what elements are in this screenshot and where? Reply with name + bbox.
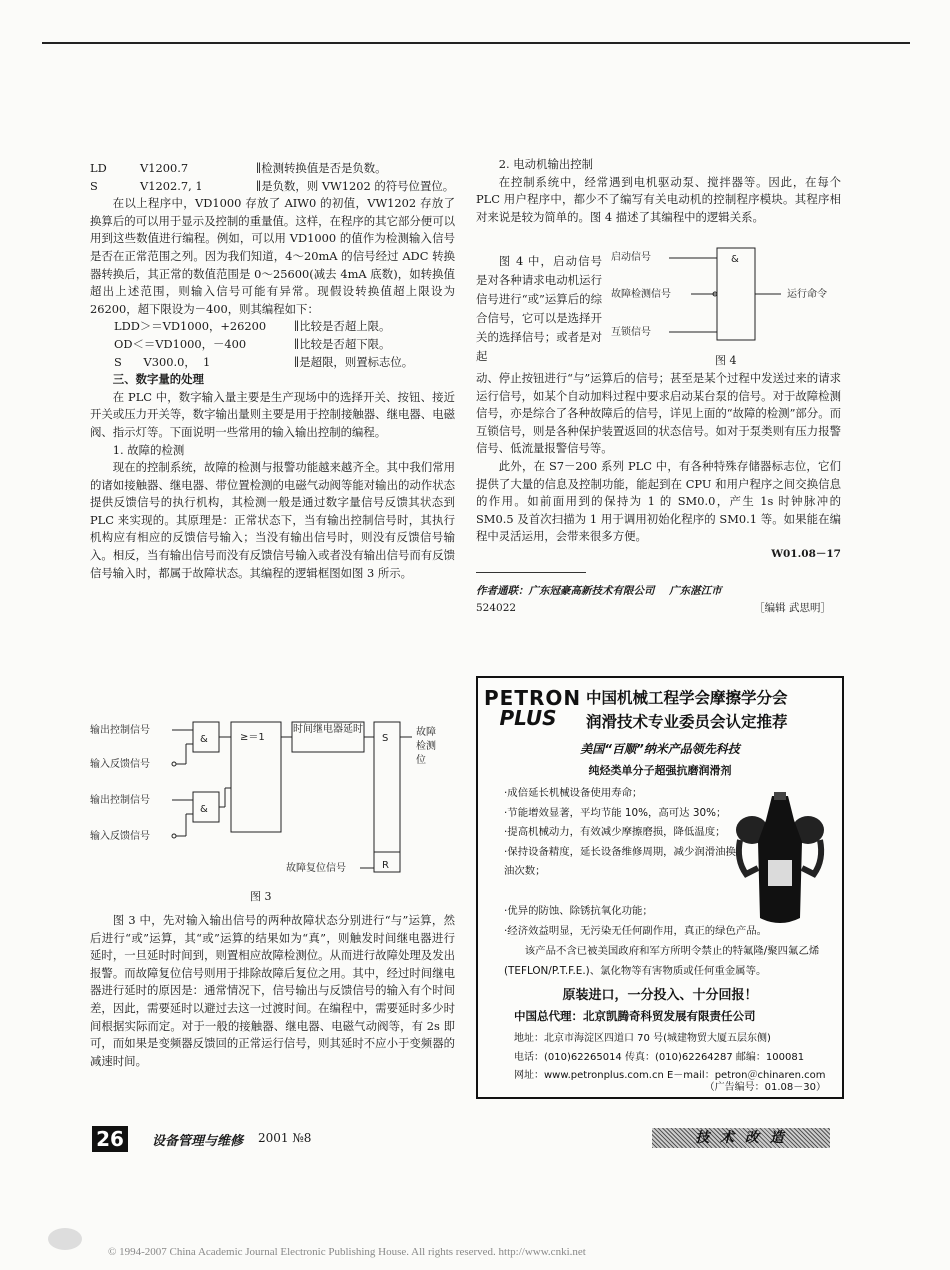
code-op: OD＜＝VD1000，－400 — [114, 336, 247, 351]
and-symbol: & — [731, 254, 739, 265]
figure-4-caption: 图 4 — [715, 354, 737, 367]
code-arg: V1202.7, 1 — [140, 178, 203, 193]
petron-logo — [484, 686, 582, 730]
input-label: 互锁信号 — [611, 327, 651, 338]
ad-web: 网址：www.petronplus.com.cn E－mail：petron＠chinaren.com — [514, 1070, 826, 1081]
journal-issue: 2001 №8 — [258, 1131, 312, 1145]
ad-note: 该产品不含已被美国政府和军方所明令禁止的特氟隆/聚四氟乙烯(TEFLON/P.T.F.E.)、氯化物等有害物质或任何重金属等。 — [504, 945, 820, 977]
zip-code: 524022 — [476, 602, 517, 615]
note-rule — [476, 572, 586, 573]
and-symbol: & — [200, 804, 208, 815]
input-label: 启动信号 — [611, 252, 651, 263]
code-op: LDD＞＝VD1000，+26200 — [114, 319, 267, 334]
timer-label: 时间继电器延时 — [293, 724, 363, 735]
logo-text: PETRON — [484, 686, 582, 710]
ad-benefit: ·成倍延长机械设备使用寿命； — [504, 787, 643, 799]
paragraph: 此外，在 S7－200 系列 PLC 中，有各种特殊存储器标志位，它们提供了大量的信息及控制功能，能起到在 CPU 和用户程序之间交换信息的作用。如前面用到的保持为 1 的 SM0.0，产生 1s 时钟脉冲的 SM0.5 及首次扫描为 1 用于调用初始化程序的 SM0.1 等。如果能在编程中灵活运用，会带来很多方便。 — [476, 458, 841, 544]
left-column-bottom — [90, 912, 455, 1070]
code-comment: ∥检测转换值是否是负数。 — [256, 161, 387, 175]
article-code: W01.08－17 — [771, 547, 841, 560]
reset-label: R — [382, 860, 389, 871]
input-label: 输出控制信号 — [90, 795, 150, 806]
editor-credit: ［编辑 武思明］ — [754, 602, 831, 615]
ad-benefit: ·节能增效显著，平均节能 10%，高可达 30%； — [504, 806, 727, 819]
input-label: 输入反馈信号 — [90, 759, 150, 770]
ad-subtitle: 美国“百顺”纳米产品领先科技 — [580, 742, 740, 756]
ad-agent: 中国总代理：北京凯腾奇科贸发展有限责任公司 — [514, 1009, 756, 1023]
journal-name: 设备管理与维修 — [152, 1134, 244, 1149]
ad-phone: 电话：(010)62265014 传真：(010)62264287 邮编：100081 — [514, 1051, 805, 1063]
author-info-2 — [476, 600, 841, 618]
paragraph: 动、停止按钮进行“与”运算后的信号；甚至是某个过程中发送过来的请求运行信号，如某个自动加料过程中要求启动某台泵的信号。对于故障检测信号，亦是综合了各种故障后的信号，详见上面的“故障的检测”部分。而互锁信号，则是各种保护装置返回的状态信号。如对于泵类则有压力报警信号、低流量报警信号等。 — [476, 371, 841, 456]
code-arg: V1200.7 — [140, 161, 189, 175]
figure-4-logic-diagram — [609, 246, 841, 342]
ad-subtitle: 纯烃类单分子超强抗磨润滑剂 — [588, 764, 732, 777]
code-op: S V300.0， 1 — [114, 354, 211, 369]
code-comment: ∥比较是否超上限。 — [294, 319, 391, 334]
output-label: 位 — [416, 755, 426, 766]
header-rule — [42, 42, 910, 44]
section-heading: 2. 电动机输出控制 — [498, 157, 594, 171]
figure-4-wrap-text — [476, 252, 602, 366]
copyright-footer: © 1994-2007 China Academic Journal Electronic Publishing House. All rights reserved. http://www.cnki.net — [108, 1246, 586, 1258]
figure-3-caption: 图 3 — [250, 890, 272, 903]
input-label: 故障检测信号 — [611, 289, 671, 300]
advertisement — [476, 676, 844, 1099]
code-comment: ∥是负数，则 VW1202 的符号位置位。 — [256, 178, 455, 193]
ad-benefit: ·经济效益明显，无污染无任何副作用，真正的绿色产品。 — [504, 924, 768, 937]
figure-3-logic-diagram — [90, 718, 455, 908]
output-label: 故障 — [416, 727, 436, 738]
paragraph: 在控制系统中，经常遇到电机驱动泵、搅拌器等。因此，在每个 PLC 用户程序中，都少不了编写有关电动机的控制程序模块。其程序相对来说是较为简单的。图 4 描述了其编程中的逻辑关系。 — [476, 174, 841, 224]
page-number: 26 — [92, 1126, 128, 1152]
reset-signal-label: 故障复位信号 — [286, 863, 346, 874]
sr-latch — [374, 722, 400, 872]
ad-slogan: 原装进口，一分投入、十分回报！ — [562, 988, 758, 1003]
ad-benefit-list — [504, 784, 738, 882]
paragraph: 在 PLC 中，数字输入量主要是生产现场中的选择开关、按钮、接近开关或压力开关等，数字输出量则主要是用于控制接触器、继电器、电磁阀、指示灯等。下面说明一些常用的输入输出控制的编程。 — [90, 389, 455, 439]
ad-benefit: ·优异的防蚀、除锈抗氧化功能； — [504, 905, 653, 917]
input-label: 输出控制信号 — [90, 725, 150, 736]
left-column — [90, 160, 455, 582]
code-comment: ∥是超限，则置标志位。 — [294, 354, 414, 369]
author-info: 作者通联：广东冠豪高新技术有限公司 广东湛江市 — [476, 584, 722, 597]
code-line — [114, 336, 455, 354]
paragraph: 现在的控制系统，故障的检测与报警功能越来越齐全。其中我们常用的诸如接触器、继电器、带位置检测的电磁气动阀等能对输出的动作状态提供反馈信号的执行机构，其检测一般是通过数字量信号反馈其状态到 PLC 来实现的。其原理是：正常状态下，当有输出控制信号时，其执行机构应有相应的反馈信号输入；当没有输出信号时，则没有反馈信号输入。相反，当有输出信号而没有反馈信号输入或者没有输出信号而有反馈信号输入时，都属于故障状态。其编程的逻辑框图如图 3 所示。 — [90, 460, 455, 580]
output-label: 运行命令 — [787, 289, 827, 300]
publisher-logo-icon — [48, 1228, 82, 1250]
logo-text: PLUS — [499, 706, 557, 730]
code-comment: ∥比较是否超下限。 — [294, 336, 391, 351]
code-line — [114, 354, 455, 372]
ad-benefit-list-2 — [504, 902, 804, 941]
ad-benefit: ·提高机械动力，有效减少摩擦磨损，降低温度； — [504, 826, 726, 838]
set-label: S — [382, 733, 389, 744]
and-symbol: & — [200, 734, 208, 745]
ad-number: （广告编号：01.08－30） — [704, 1082, 826, 1093]
right-column-top — [476, 156, 841, 226]
paragraph: 在以上程序中，VD1000 存放了 AIW0 的初值，VW1202 存放了换算后的可以用于显示及控制的重量值。这样，在程序的其它部分便可以用到这些数值进行编程。例如，可以用 VD1000 的值作为检测输入信号是否在正常范围之列。因为我们知道，4～20mA 的信号经过 ADC 转换器转换后，其正常的数值范围是 0～25600(减去 4mA 底数)，如转换值超出上述范围，则输入信号可能有异常。现假设转换值超上限设为 26200，超下限设为－400，则其编程如下： — [90, 196, 455, 316]
code-line — [114, 318, 455, 336]
code-line — [90, 178, 455, 196]
or-symbol: ≥＝1 — [240, 732, 265, 743]
paragraph: 图 4 中，启动信号是对各种请求电动机运行信号进行“或”运算后的综合信号，它可以是选择开关的选择信号；或者是对起 — [476, 254, 602, 363]
section-heading: 三、数字量的处理 — [112, 372, 204, 387]
code-block — [90, 318, 455, 371]
code-op: S — [90, 178, 98, 193]
code-op: LD — [90, 161, 107, 175]
section-tag: 技 术 改 造 — [652, 1128, 830, 1148]
output-label: 检测 — [416, 741, 436, 752]
ad-address: 地址：北京市海淀区四道口 70 号(城建物贸大厦五层东侧) — [514, 1033, 771, 1044]
right-column-middle — [476, 370, 841, 618]
ad-title: 中国机械工程学会摩擦学分会 — [586, 689, 788, 707]
ad-title: 润滑技术专业委员会认定推荐 — [586, 713, 788, 731]
ad-benefit: ·保持设备精度，延长设备维修周期，减少润滑油换油次数； — [504, 845, 736, 877]
paragraph: 图 3 中，先对输入输出信号的两种故障状态分别进行“与”运算，然后进行“或”运算，其“或”运算的结果如为“真”，则触发时间继电器进行延时，一旦延时时间到，则置相应故障检测位。从而进行故障处理及发出报警。而故障复位信号则用于排除故障后复位之用。其中，经过时间继电器进行延时的原因是：通常情况下，信号输出与反馈信号的输入有个时间差，因此，需要延时以避过去这一过渡时间。在编程中，需要延时多少时间根据实际而定。对于一般的接触器、继电器、电磁气动阀等，有 2s 即可，而如果是变频器反馈回的正常运行信号，则其延时不应小于变频器的减速时间。 — [90, 913, 455, 1068]
subsection-heading: 1. 故障的检测 — [112, 442, 185, 457]
code-line — [90, 160, 455, 178]
input-label: 输入反馈信号 — [90, 831, 150, 842]
